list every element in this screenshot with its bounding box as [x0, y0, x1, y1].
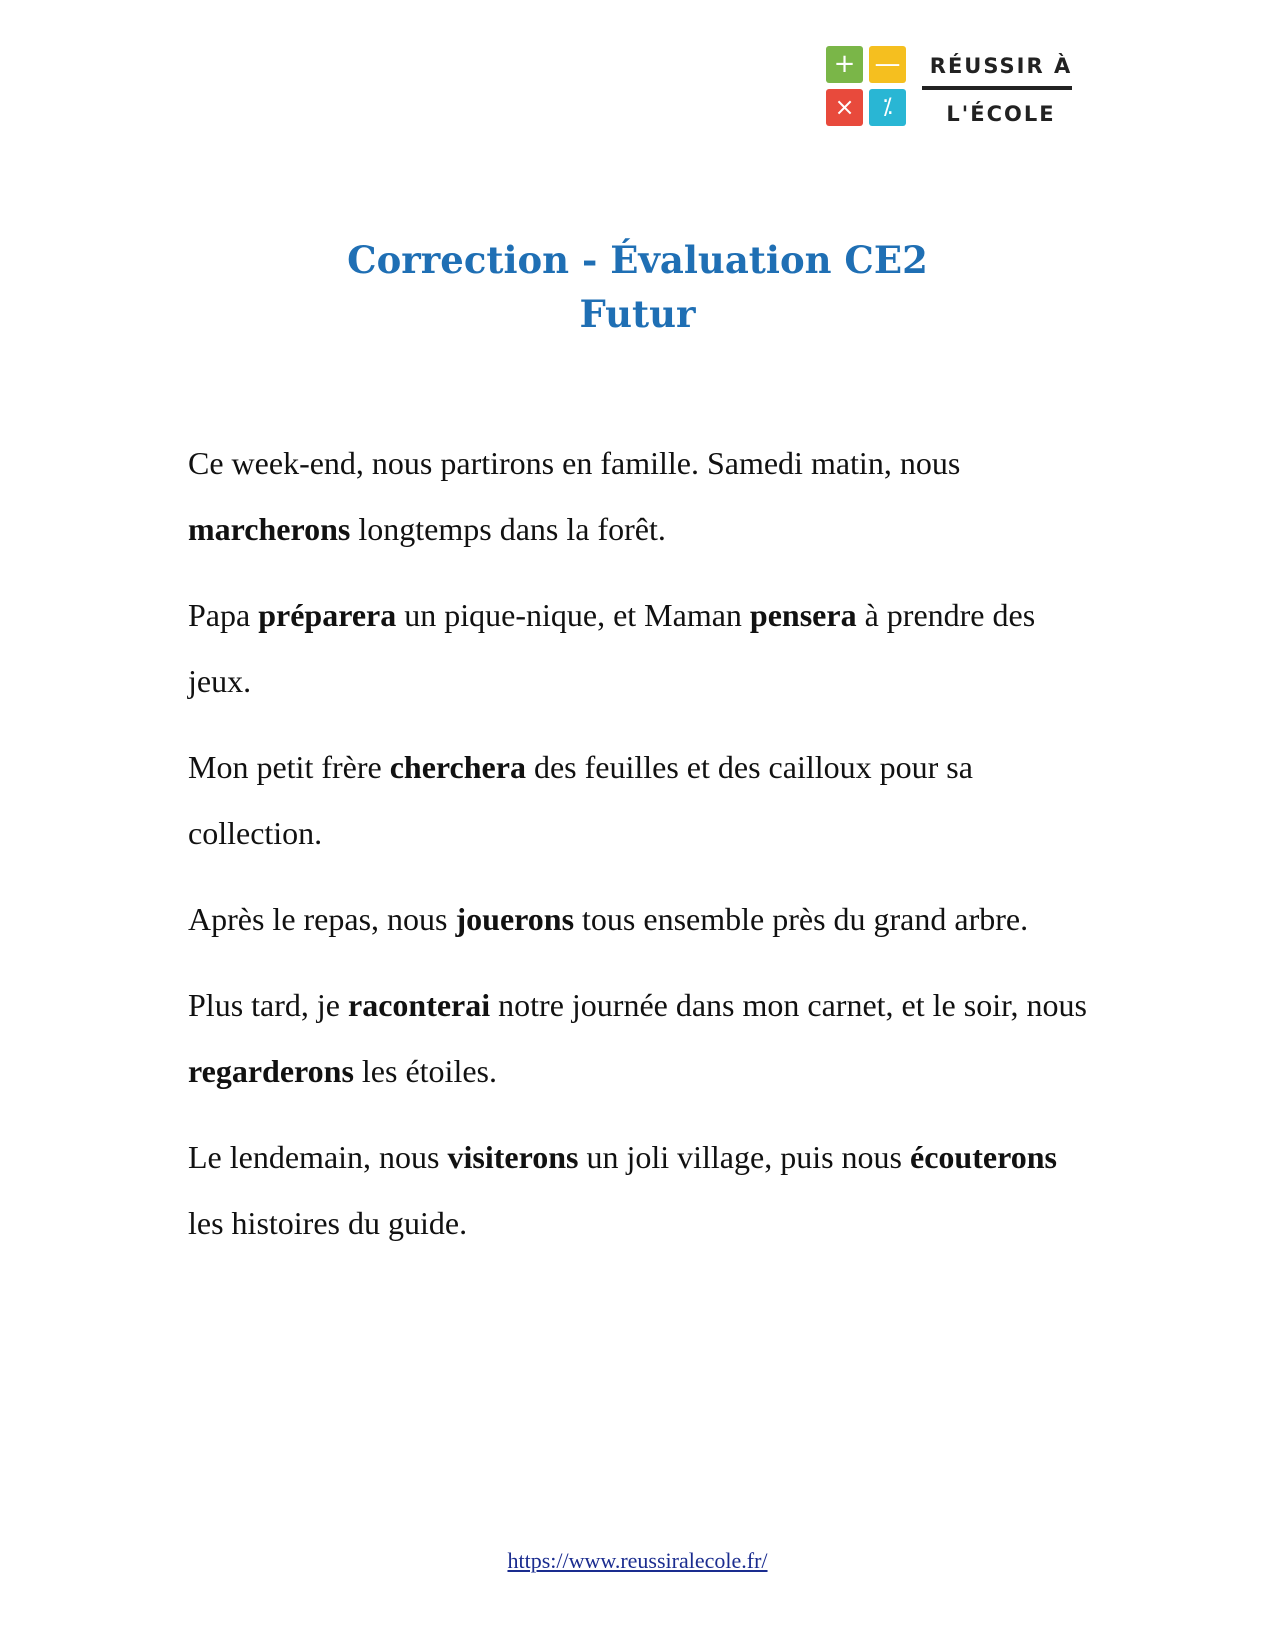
logo-text-line1: RÉUSSIR À — [929, 54, 1073, 78]
paragraph — [188, 1124, 1088, 1256]
future-verb: regarderons — [188, 1053, 354, 1089]
text-segment: à prendre des jeux. — [188, 597, 1036, 699]
future-verb: jouerons — [455, 901, 575, 937]
page-title: Correction - Évaluation CE2 — [347, 238, 928, 282]
future-verb: pensera — [749, 597, 857, 633]
text-segment: notre journée dans mon carnet, et le soir, nous — [490, 987, 1087, 1023]
future-verb: marcherons — [188, 511, 351, 547]
paragraph — [188, 582, 1088, 714]
text-segment: Le lendemain, nous — [188, 1139, 448, 1175]
correction-text — [188, 430, 1088, 1276]
text-segment: tous ensemble près du grand arbre. — [574, 901, 1029, 937]
future-verb: visiterons — [447, 1139, 579, 1175]
times-icon: × — [826, 89, 863, 126]
text-segment: les étoiles. — [353, 1053, 497, 1089]
text-segment: Plus tard, je — [188, 987, 348, 1023]
text-segment: longtemps dans la forêt. — [350, 511, 666, 547]
future-verb: cherchera — [389, 749, 526, 785]
logo-divider — [922, 86, 1072, 90]
page-subtitle: Futur — [579, 292, 696, 336]
future-verb: préparera — [258, 597, 397, 633]
plus-icon: + — [826, 46, 863, 83]
paragraph — [188, 430, 1088, 562]
future-verb: écouterons — [910, 1139, 1057, 1175]
divide-icon: ⁒ — [869, 89, 906, 126]
paragraph — [188, 734, 1088, 866]
paragraph — [188, 886, 1088, 952]
text-segment: les histoires du guide. — [188, 1205, 468, 1241]
site-logo — [826, 46, 1076, 128]
future-verb: raconterai — [347, 987, 491, 1023]
text-segment: des feuilles et des cailloux pour sa collection. — [188, 749, 973, 851]
footer-link[interactable]: https://www.reussiralecole.fr/ — [507, 1548, 768, 1573]
logo-text-line2: L'ÉCOLE — [946, 102, 1056, 126]
text-segment: Papa — [188, 597, 259, 633]
text-segment: Après le repas, nous — [188, 901, 456, 937]
minus-icon: — — [869, 46, 906, 83]
text-segment: un joli village, puis nous — [578, 1139, 910, 1175]
text-segment: Ce week-end, nous partirons en famille. Samedi matin, nous — [188, 445, 961, 481]
text-segment: Mon petit frère — [188, 749, 390, 785]
paragraph — [188, 972, 1088, 1104]
text-segment: un pique-nique, et Maman — [396, 597, 750, 633]
